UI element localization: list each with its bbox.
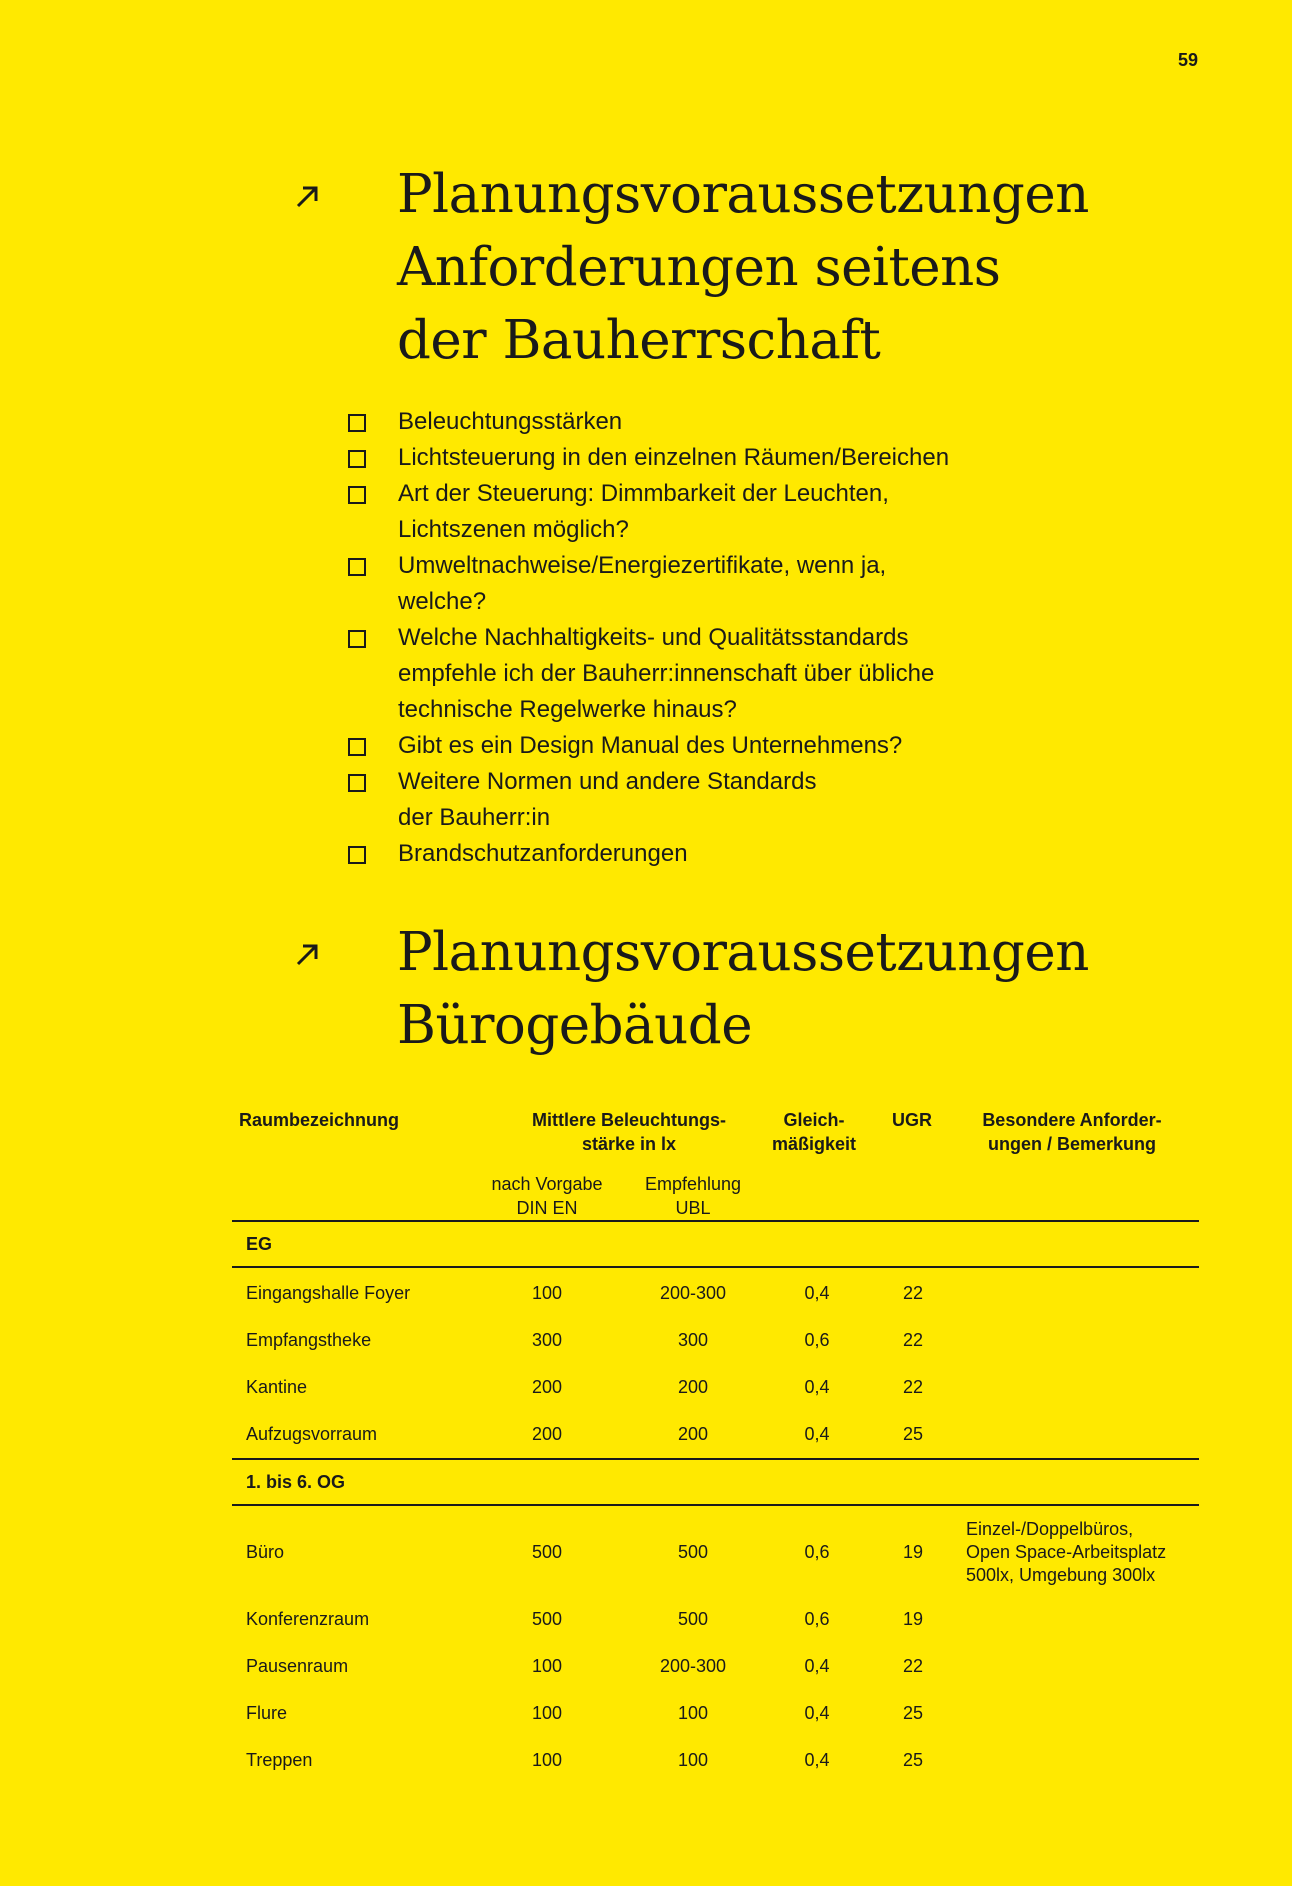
checkbox-icon[interactable] xyxy=(348,414,366,432)
cell-ugr: 25 xyxy=(902,1703,924,1723)
table-row xyxy=(232,1411,1199,1458)
title-line: Planungsvoraussetzungen xyxy=(397,164,1089,225)
table-rule xyxy=(232,1266,1199,1268)
checklist-item-text: Welche Nachhaltigkeits- und Qualitätsstandards empfehle ich der Bauherr:innenschaft über übliche technische Regelwerke hinaus? xyxy=(398,624,935,723)
checklist-item xyxy=(348,620,1108,728)
checklist-item-text: Lichtsteuerung in den einzelnen Räumen/Bereichen xyxy=(398,444,950,471)
table-row xyxy=(232,1364,1199,1411)
group-label: 1. bis 6. OG xyxy=(246,1472,346,1492)
checkbox-icon[interactable] xyxy=(348,558,366,576)
checkbox-icon[interactable] xyxy=(348,774,366,792)
cell-ubl: 100 xyxy=(677,1703,709,1723)
checklist-item xyxy=(348,404,1108,440)
cell-uniformity: 0,6 xyxy=(804,1330,830,1350)
cell-din: 300 xyxy=(531,1330,563,1350)
cell-ubl: 200-300 xyxy=(659,1283,727,1303)
checklist-item-text: Beleuchtungsstärken xyxy=(398,408,623,435)
cell-notes: Einzel-/Doppelbüros, Open Space-Arbeitsplatz 500lx, Umgebung 300lx xyxy=(966,1518,1167,1585)
cell-ubl: 500 xyxy=(677,1609,709,1629)
title-line: Bürogebäude xyxy=(397,995,753,1056)
cell-ugr: 25 xyxy=(902,1750,924,1770)
cell-din: 500 xyxy=(531,1609,563,1629)
checklist-item xyxy=(348,548,1108,620)
title-line: Planungsvoraussetzungen xyxy=(397,922,1089,983)
cell-uniformity: 0,4 xyxy=(804,1283,830,1303)
table-row xyxy=(232,1690,1199,1737)
checklist-item xyxy=(348,764,1108,836)
cell-ugr: 25 xyxy=(902,1424,924,1444)
header-uniformity: Gleich- mäßigkeit xyxy=(771,1110,857,1154)
table-rule xyxy=(232,1504,1199,1506)
illuminance-table xyxy=(232,1098,1199,1784)
checkbox-icon[interactable] xyxy=(348,450,366,468)
table-body xyxy=(232,1220,1199,1784)
checklist-item-text: Art der Steuerung: Dimmbarkeit der Leuchten, Lichtszenen möglich? xyxy=(398,480,889,543)
checkbox-icon[interactable] xyxy=(348,738,366,756)
checkbox-icon[interactable] xyxy=(348,630,366,648)
cell-uniformity: 0,6 xyxy=(804,1609,830,1629)
table-row xyxy=(232,1317,1199,1364)
checkbox-icon[interactable] xyxy=(348,846,366,864)
header-ugr: UGR xyxy=(892,1110,932,1130)
cell-room: Konferenzraum xyxy=(246,1609,370,1629)
table-row xyxy=(232,1508,1199,1596)
table-row xyxy=(232,1643,1199,1690)
cell-din: 100 xyxy=(531,1750,563,1770)
checklist-item-text: Brandschutzanforderungen xyxy=(398,840,688,867)
checklist-item xyxy=(348,440,1108,476)
subheader-ubl: Empfehlung UBL xyxy=(644,1174,742,1218)
table-row xyxy=(232,1270,1199,1317)
cell-ugr: 22 xyxy=(902,1377,924,1397)
cell-uniformity: 0,4 xyxy=(804,1750,830,1770)
table-row xyxy=(232,1596,1199,1643)
cell-room: Kantine xyxy=(246,1377,308,1397)
cell-ugr: 22 xyxy=(902,1656,924,1676)
table-header xyxy=(232,1098,1199,1220)
header-room: Raumbezeichnung xyxy=(239,1110,400,1130)
checklist-item xyxy=(348,728,1108,764)
cell-din: 500 xyxy=(531,1541,563,1562)
cell-ubl: 500 xyxy=(677,1541,709,1562)
cell-din: 200 xyxy=(531,1377,563,1397)
cell-ugr: 19 xyxy=(902,1541,924,1562)
cell-room: Eingangshalle Foyer xyxy=(246,1283,411,1303)
table-row xyxy=(232,1737,1199,1784)
arrow-up-right-icon xyxy=(292,180,324,212)
cell-din: 100 xyxy=(531,1703,563,1723)
page-number: 59 xyxy=(1177,50,1198,70)
cell-ubl: 200 xyxy=(677,1377,709,1397)
cell-room: Pausenraum xyxy=(246,1656,349,1676)
checkbox-icon[interactable] xyxy=(348,486,366,504)
checklist-item-text: Gibt es ein Design Manual des Unternehmens? xyxy=(398,732,903,759)
cell-room: Büro xyxy=(246,1541,285,1562)
cell-ugr: 22 xyxy=(902,1283,924,1303)
header-notes: Besondere Anforder- ungen / Bemerkung xyxy=(982,1110,1162,1154)
subheader-din: nach Vorgabe DIN EN xyxy=(491,1174,603,1218)
cell-din: 100 xyxy=(531,1656,563,1676)
cell-uniformity: 0,4 xyxy=(804,1703,830,1723)
checklist-item xyxy=(348,836,1108,872)
cell-uniformity: 0,4 xyxy=(804,1377,830,1397)
checklist-item-text: Weitere Normen und andere Standards der Bauherr:in xyxy=(398,768,817,831)
header-illuminance: Mittlere Beleuchtungs- stärke in lx xyxy=(531,1110,727,1154)
cell-room: Treppen xyxy=(246,1750,313,1770)
cell-ubl: 200 xyxy=(677,1424,709,1444)
cell-room: Flure xyxy=(246,1703,288,1723)
arrow-up-right-icon xyxy=(292,938,324,970)
cell-din: 200 xyxy=(531,1424,563,1444)
title-line: Anforderungen seitens xyxy=(397,237,1001,298)
group-label: EG xyxy=(246,1234,273,1254)
cell-din: 100 xyxy=(531,1283,563,1303)
title-line: der Bauherrschaft xyxy=(397,310,881,371)
cell-room: Aufzugsvorraum xyxy=(246,1424,378,1444)
cell-ubl: 300 xyxy=(677,1330,709,1350)
cell-uniformity: 0,6 xyxy=(804,1541,830,1562)
cell-ubl: 200-300 xyxy=(659,1656,727,1676)
section-title-bauherrschaft xyxy=(397,158,1089,377)
cell-uniformity: 0,4 xyxy=(804,1424,830,1444)
cell-ubl: 100 xyxy=(677,1750,709,1770)
requirements-checklist xyxy=(348,404,1108,872)
cell-ugr: 19 xyxy=(902,1609,924,1629)
checklist-item-text: Umweltnachweise/Energiezertifikate, wenn ja, welche? xyxy=(398,552,887,615)
cell-room: Empfangstheke xyxy=(246,1330,372,1350)
checklist-item xyxy=(348,476,1108,548)
cell-ugr: 22 xyxy=(902,1330,924,1350)
section-title-buerogebaeude xyxy=(397,916,1089,1062)
cell-uniformity: 0,4 xyxy=(804,1656,830,1676)
